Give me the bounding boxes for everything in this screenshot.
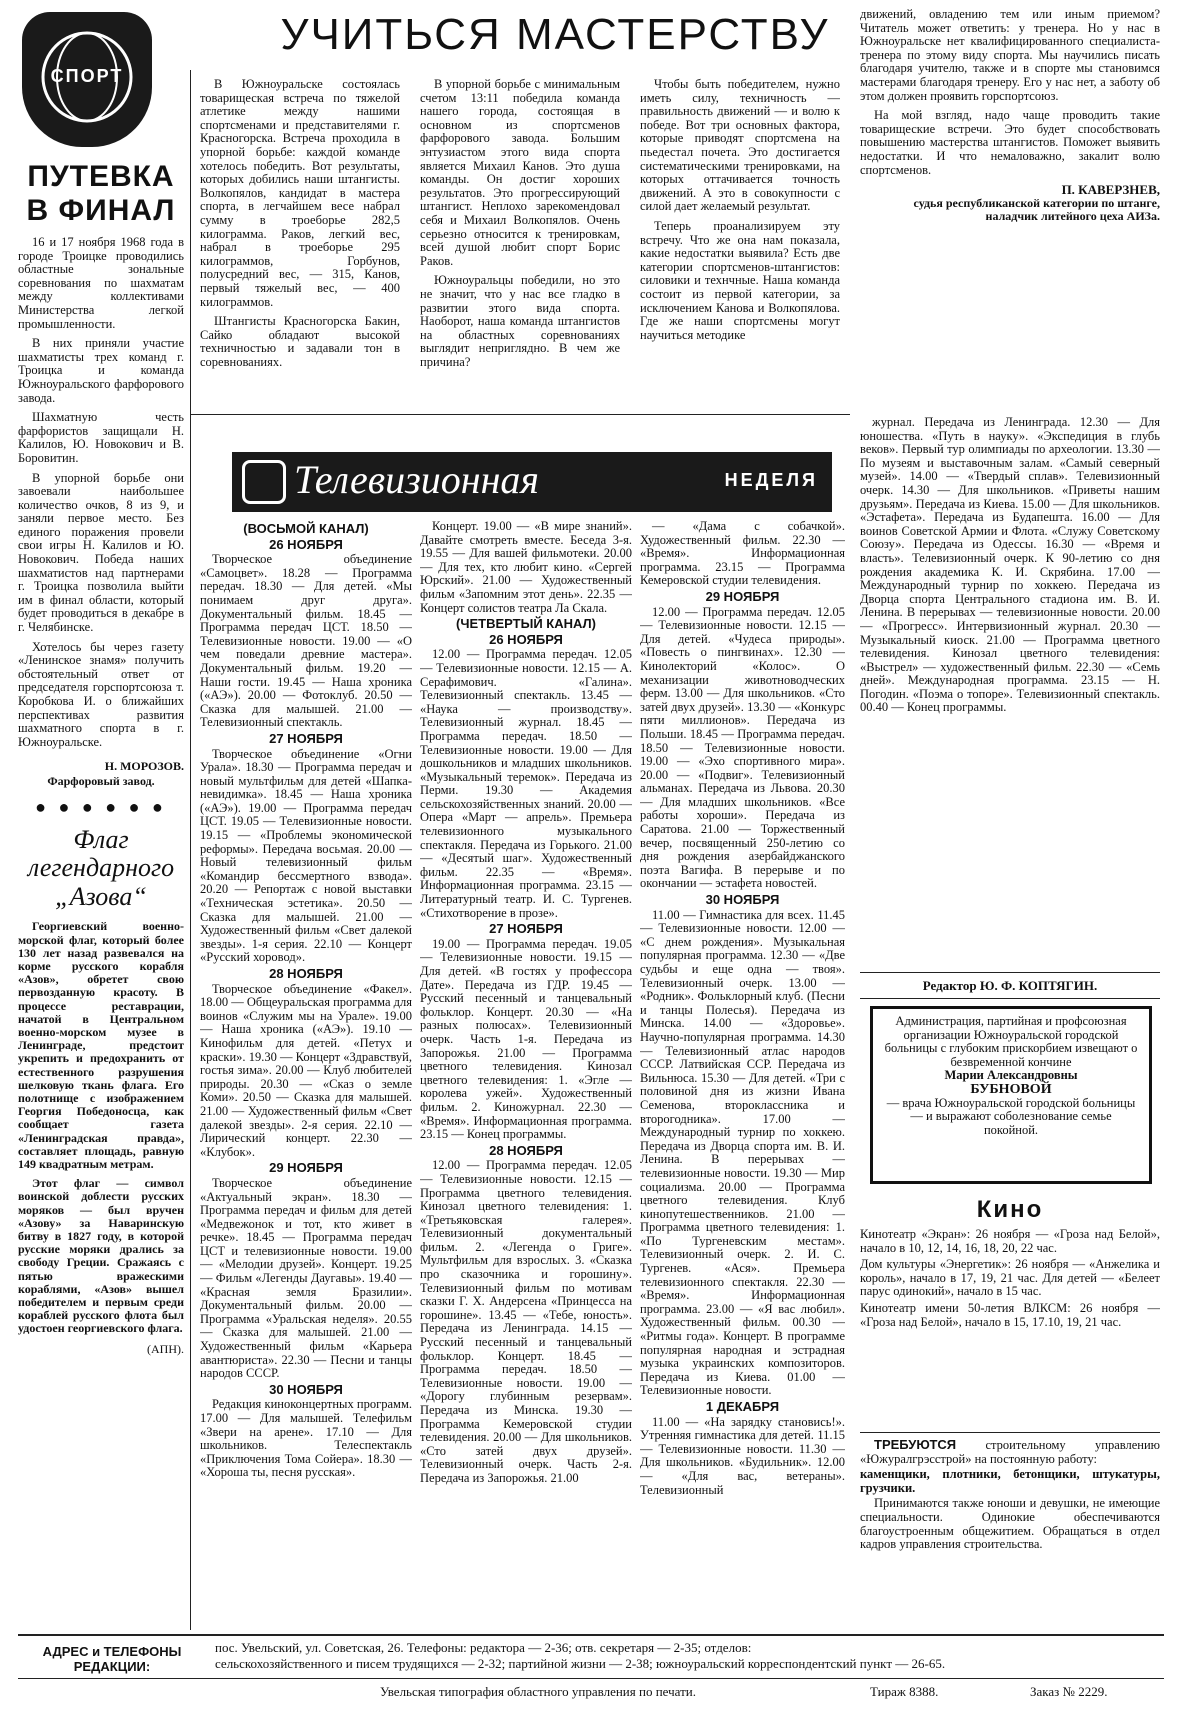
footer-line-2: сельскохозяйственного и писем трудящихся — 2-32; партийной жизни — 2-38; южноуральский корреспондентский пункт — 26-65. <box>215 1656 946 1671</box>
chess-para: В них приняли участие шахматисты трех команд г. Троицка и команда Южноуральского фарфорового завода. <box>18 336 184 405</box>
tv-day-heading: 30 НОЯБРЯ <box>269 1381 343 1397</box>
article-signature: П. КАВЕРЗНЕВ, <box>1061 182 1160 198</box>
tv-program-listing: Редакция киноконцертных программ. 17.00 — Для малышей. Телефильм «Звери на арене». 17.10 — Для школьников. Телеспектакль «Приключения Тома Сойера». 18.30 — «Хороша ты, песня русская». <box>200 1397 412 1480</box>
chess-para: В упорной борьбе они завоевали наибольшее количество очков, 8 из 9, и заняли первое место. Без единого поражения провели свои игры Н. Калилов и Ю. Новокович. Победа наших шахматистов над партнерами г. Троицка позволила выйти им в финал области, который будет проводиться в декабре в г. Челябинске. <box>18 470 184 635</box>
tv-banner-subtitle: НЕДЕЛЯ <box>724 470 818 490</box>
article-para: Штангисты Красногорска Бакин, Сайко обладают высокой техничностью и задавали тон в соревнованиях. <box>200 314 400 369</box>
tv-banner-title: Телевизионная <box>294 457 539 502</box>
flag-para: Георгиевский военно-морской флаг, который более 130 лет назад развевался на корме русского корабля «Азов», обретет свою первозданную красоту. В процессе реставрации, начатой в Центральном военно-морском музее в Ленинграде, предстоит укрепить и предохранить от естественного разрушения шелковую ткань флага. Его полотнище с изображением Георгия Победоносца, как сообщает газета «Ленинградская правда», составляет площадь, равную 149 квадратным метрам. <box>18 920 184 1172</box>
chess-signature: Н. МОРОЗОВ. <box>104 759 184 774</box>
article-para: Южноуральцы победили, но это не значит, что у нас все гладко в развитии этого вида спорта. Наоборот, наша команда штангистов на областных соревнованиях выглядит неприглядно. В чем же причина? <box>420 273 620 369</box>
tv-column-4 <box>860 416 1160 976</box>
kino-title: Кино <box>976 1196 1044 1223</box>
tv-program-listing: Творческое объединение «Огни Урала». 18.30 — Программа передач и новый мультфильм для детей «Шапка-невидимка». 18.45 — Наша хроника («АЭ»). 19.00 — Программа передач ЦСТ. 19.05 — Телевизионные новости. 19.15 — «Проблемы экономической реформы». Передача восьмая. 20.00 — Новый телевизионный фильм «Командир бессмертного взвода». 20.20 — Репортаж с новой выставки «Техническая эстетика». 20.50 — Сказка для малышей. 21.00 — Художественный фильм «Свет далекой звезды». 1-я серия. 22.10 — Концерт «Русский хоровод». <box>200 746 412 965</box>
obituary-name-2: БУБНОВОЙ <box>970 1081 1052 1097</box>
footer-rule <box>18 1678 1164 1679</box>
job-ad-jobs: каменщики, плотники, бетонщики, штукатуры, грузчики. <box>860 1467 1160 1495</box>
article-para: В Южноуральске состоялась товарищеская встреча по тяжелой атлетике между нашими спортсменами и представителями г. Красногорска. Встреча проходила в упорной борьбе: каждой команде хотелось победить. Вот результаты, которых добились наши штангисты. Волкопялов, кандидат в мастера спорта, в легчайшем весе набрал сумму в троеборье 282,5 килограмма. Раков, легкий вес, набрал в троеборье 295 килограммов, Горбунов, полусредний вес, — 315, Канов, первый тяжелый вес, — 400 килограммов. <box>200 78 400 309</box>
job-ad-text: строительному управлению «Южуралгрэсстрой» на постоянную работу: <box>860 1438 1160 1466</box>
tv-program-listing: Концерт. 19.00 — «В мире знаний». Давайте смотреть вместе. Беседа 3-я. 19.55 — Для вашей фильмотеки. 20.00 — Для тех, кто любит кино. «Сергей Юрский». 21.00 — Художественный фильм «Запомним этот день». 22.35 — Концерт солистов театра Ла Скала. <box>420 520 632 615</box>
tv-day-heading: 29 НОЯБРЯ <box>705 588 780 604</box>
chess-title-2: В ФИНАЛ <box>26 194 176 227</box>
section-rule <box>860 1432 1160 1433</box>
flag-title-3: „Азова“ <box>55 882 147 912</box>
tv-program-listing: — «Дама с собачкой». Художественный фильм. 22.30 — «Время». Информационная программа. 23.15 — Программа Кемеровской студии телевидения. <box>640 520 845 588</box>
article-headline: УЧИТЬСЯ МАСТЕРСТВУ <box>280 10 830 59</box>
tv-program-listing: журнал. Передача из Ленинграда. 12.30 — Для юношества. «Путь в науку». «Экспедиция в глубь веков». Первый тур олимпиады по археологии. 13.30 — По музеям и выставочным залам. «Самый северный музей». 14.00 — «Твердый сплав». Телевизионный очерк. 14.30 — Для школьников. «Приветы нашим друзьям». Передача из Киева. 15.00 — Для школьников. «Эстафета». Передача из Будапешта. 16.00 — Для воинов Советской Армии и Флота. «Служу Советскому Союзу». Передача из Одессы. 16.30 — «Время и власть». Телевизионный очерк. К 90-летию со дня рождения академика К. И. Скрябина. 17.00 — Международный турнир по хоккею. Передача из Дворца спорта Центрального стадиона им. В. И. Ленина. В перерывах — телевизионные новости. 20.00 — «Прогресс». Интервизионный журнал. 20.30 — Музыкальный киоск. 21.00 — Программа цветного телевидения. Кинозал цветного телевидения: «Выстрел» — художественный фильм. 22.30 — «Семь дней». Международная программа. 23.15 — Н. Погодин. «Поэма о топоре». Телевизионный спектакль. 00.40 — Конец программы. <box>860 416 1160 715</box>
tv-program-listing: 19.00 — Программа передач. 19.05 — Телевизионные новости. 19.15 — Для детей. «В гостях у профессора Дате». Передача из ГДР. 19.45 — Русский песенный и танцевальный фольклор. Концерт. 20.30 — «На разных полюсах». Телевизионный очерк. Часть 1-я. Передача из Запорожья. 21.00 — Программа цветного телевидения. Кинозал цветного телевидения: 1. «Эгле — королева ужей». Художественный фильм. 2. Киножурнал. 22.30 — «Время». Информационная программа. 23.15 — Конец программы. <box>420 936 632 1142</box>
flag-title-2: легендарного <box>27 853 175 883</box>
tv-day-heading: 29 НОЯБРЯ <box>269 1160 343 1176</box>
tv-day-heading: 28 НОЯБРЯ <box>269 966 343 981</box>
tv-day-heading: 26 НОЯБРЯ <box>269 536 343 552</box>
kino-item: Дом культуры «Энергетик»: 26 ноября — «Анжелика и король», начало в 17, 19, 21 час. Для детей — «Белеет парус одинокий», начало в 15 час. <box>860 1257 1160 1299</box>
footer-circulation: Тираж 8388. <box>870 1684 939 1699</box>
chess-para: Шахматную честь фарфористов защищали Н. Калилов, Ю. Новокович и В. Боровитин. <box>18 410 184 465</box>
footer-order: Заказ № 2229. <box>1030 1684 1108 1699</box>
kino-item: Кинотеатр «Экран»: 26 ноября — «Гроза над Белой», начало в 10, 12, 14, 16, 18, 20, 22 час. <box>860 1228 1160 1255</box>
footer-address <box>215 1640 1160 1672</box>
column-rule <box>190 70 191 1630</box>
tv-day-heading: 27 НОЯБРЯ <box>269 730 343 746</box>
tv-program-listing: 12.00 — Программа передач. 12.05 — Телевизионные новости. 12.15 — А. Серафимович. «Галина». Телевизионный спектакль. 13.45 — «Наука — производству». Телевизионный журнал. 18.45 — Программа передач. 18.50 — Телевизионные новости. 19.00 — Для дошкольников и младших школьников. «Музыкальный теремок». Передача из Перми. 19.30 — Академия сельскохозяйственных знаний. 20.00 — Опера «Март — апрель». Премьера телевизионного музыкального спектакля. Передача из Горького. 21.00 — «Десятый шаг». Художественный фильм. 22.35 — «Время». Информационная программа. 23.15 — Литературный театр. И. С. Тургенев. «Стихотворение в прозе». <box>420 647 632 920</box>
flag-article <box>18 920 184 1341</box>
tv-program-listing: Творческое объединение «Самоцвет». 18.28 — Программа передач. 18.30 — Для детей. «Мы понимаем друг друга». Документальный фильм. 18.45 — Программа передач ЦСТ. 18.50 — Телевизионные новости. 19.00 — «О чем поведали древние мастера». Документальный фильм. 19.20 — Наши гости. 19.45 — Наша хроника («АЭ»). 20.00 — Фотоклуб. 20.50 — Сказка для малышей. 21.00 — Телевизионный спектакль. <box>200 552 412 730</box>
article-signature-position: судья республиканской категории по штанге, наладчик литейного цеха АИЗа. <box>913 195 1160 223</box>
tv-program-listing: Творческое объединение «Факел». 18.00 — Общеуральская программа для воинов «Служим мы на Урале». 19.00 — Наша хроника («АЭ»). 19.10 — Кинофильм для детей. «Петух и краски». 19.30 — Концерт «Здравствуй, гостья зима». 20.00 — Клуб любителей природы. 20.30 — «Сказ о земле Коми». 20.50 — Сказка для малышей. 21.00 — Художественный фильм «Свет далекой звезды». 2-я серия. 22.10 — Лирический концерт. 22.30 — «Клубок». <box>200 981 412 1159</box>
tv-program-listing: 12.00 — Программа передач. 12.05 — Телевизионные новости. 12.15 — Для детей. «Чудеса природы». «Повесть о пингвинах». 12.30 — Кинолекторий «Колос». О механизации животноводческих ферм. 13.00 — Для школьников. «Сто затей двух друзей». 13.30 — «Конкурс пяти миллионов». Передача из Польши. 18.45 — Программа передач. 18.50 — Телевизионные новости. 19.00 — «Эхо спортивного мира». 20.00 — «Подвиг». Телевизионный альманах. Передача из Львова. 20.30 — Для младших школьников. «Все работы хороши». Передача из Саратова. 21.00 — Торжественный вечер, посвященный 250-летию со дня рождения азербайджанского поэта Вагифа. В перерыве и по окончании — эстафета новостей. <box>640 604 845 891</box>
footer-printer: Увельская типография областного управления по печати. <box>380 1684 696 1699</box>
article-col-4 <box>860 8 1160 408</box>
tv-program-listing: 12.00 — Программа передач. 12.05 — Телевизионные новости. 12.15 — Программа цветного телевидения. Кинозал цветного телевидения: 1. «Третьяковская галерея». Телевизионный документальный фильм. 2. «Легенда о Григе». Мультфильм для взрослых. 3. «Сказка про сказочника и горошину». Телевизионный фильм по мотивам сказки Г. Х. Андерсена «Принцесса на горошине». 13.45 — «Тебе, юность». Передача из Ленинграда. 14.15 — Русский песенный и танцевальный фольклор. Концерт. 18.45 — Программа передач. 18.50 — Телевизионные новости. 19.00 — «Дорогу глубинным резервам». Передача из Минска. 19.30 — Программа Кемеровской студии телевидения. 20.00 — Для школьников. «Сто затей двух друзей». Телевизионный очерк. Часть 2-я. Передача из Запорожья. 21.00 <box>420 1158 632 1485</box>
obituary-text-2: — врача Южноуральской городской больницы — и выражают соболезнование семье покойной. <box>886 1095 1136 1137</box>
divider-dots: ● ● ● ● ● ● <box>35 797 167 818</box>
obituary-text: Администрация, партийная и профсоюзная организации Южноуральской городской больницы с глубоким прискорбием извещают о безвременной кончине <box>884 1014 1138 1069</box>
flag-para: Этот флаг — символ воинской доблести русских моряков — был вручен «Азову» за Наваринскую битву в 1827 году, в которой русские моряки дрались за свободу Греции. Сражаясь с пятью вражескими кораблями, «Азов» вышел победителем и первым среди кораблей русского флота был удостоен георгиевского флага. <box>18 1176 184 1336</box>
article-para: Теперь проанализируем эту встречу. Что же она нам показала, какие недостатки выявила? Есть две категории спортсменов-штангистов: силовики и технчные. Наша команда состоит из первой категории, за исключением Канова и Волкопялова. Где же наши спортсмены могут научиться методике <box>640 218 840 342</box>
tv-column-1 <box>200 520 412 1620</box>
tv-day-heading: 27 НОЯБРЯ <box>489 921 563 937</box>
article-para: Чтобы быть победителем, нужно иметь силу, техничность — правильность движений — и волю к победе. Вот три основных фактора, которые приводят спортсмена на пьедестал почета. Это достигается систематическими тренировками, на которых оттачивается точность движений. А это в совокупности с силой дает желаемый результат. <box>640 78 840 214</box>
chess-para: Хотелось бы через газету «Ленинское знамя» получить обстоятельный ответ от председателя горспортсоюза т. Коробкова И. о ближайших перспективах развития шахматного спорта в г. Южноуральске. <box>18 639 184 749</box>
tv-column-3 <box>640 520 845 1620</box>
job-ad-lead: ТРЕБУЮТСЯ <box>874 1438 957 1452</box>
section-rule <box>860 998 1160 999</box>
article-para: На мой взгляд, надо чаще проводить такие товарищеские встречи. Это будет способствовать повышению мастерства штангистов. Поможет выявить недостатки. И что немаловажно, закалит волю спортсменов. <box>860 108 1160 177</box>
flag-source: (АПН). <box>147 1341 184 1356</box>
article-col-1 <box>200 78 400 408</box>
chess-signature-org: Фарфоровый завод. <box>47 774 155 789</box>
tv-icon <box>242 460 286 504</box>
article-para: движений, овладению тем или иным приемом? Читатель может ответить: у тренера. Но у нас в Южноуральске нет квалифицированного специалиста-тренера по этому виду спорта. Мы научились писать благодаря учителю, также и в спорте мы становимся мастерами благодаря тренеру. Его у нас нет, а заботу об этом должен проявить горспортсоюз. <box>860 8 1160 103</box>
tv-day-heading: 26 НОЯБРЯ <box>489 631 563 647</box>
kino-section <box>860 1196 1160 1332</box>
tv-day-heading: (ЧЕТВЕРТЫЙ КАНАЛ) <box>456 616 596 632</box>
tv-banner <box>232 452 832 512</box>
footer-rule <box>18 1634 1164 1636</box>
tv-program-listing: 11.00 — «На зарядку становись!». Утренняя гимнастика для детей. 11.15 — Телевизионные новости. 11.30 — Для школьников. «Будильник». 12.00 — «Для вас, ветераны». Телевизионный <box>640 1414 845 1497</box>
job-ad-text-2: Принимаются также юноши и девушки, не имеющие специальности. Одинокие обеспечиваются благоустроенным общежитием. Обращаться в отдел кадров управления строительства. <box>860 1496 1160 1552</box>
tv-column-2 <box>420 520 632 1620</box>
article-col-2 <box>420 78 620 408</box>
editor-line: Редактор Ю. Ф. КОПТЯГИН. <box>922 978 1098 993</box>
chess-title-1: ПУТЕВКА <box>27 160 175 193</box>
article-para: В упорной борьбе с минимальным счетом 13:11 победила команда нашего города, состоящая в основном из спортсменов фарфорового завода. Большим энтузиастом этого вида спорта является Михаил Канов. Это душа команды. Он достиг хороших результатов. Это прогрессирующий штангист. Неплохо зарекомендовал себя и Михаил Волкопялов. Очень серьезно относится к тренировкам, всей душой любит спорт Борис Раков. <box>420 78 620 268</box>
article-col-3 <box>640 78 840 408</box>
left-column <box>18 160 184 1630</box>
tv-program-listing: 11.00 — Гимнастика для всех. 11.45 — Телевизионные новости. 12.00 — «С днем рождения». Музыкальная популярная программа. 12.30 — «Две судьбы и еще одна — твоя». Телевизионный очерк. 13.00 — «Родник». Фольклорный клуб. (Песни и танцы Полесья). Передача из Минска. 14.00 — «Здоровье». Научно-популярная программа. 14.30 — Телевизионный атлас народов СССР. Латвийская ССР. Передача из Вильнюса. 15.30 — Для детей. «Три с половиной дня из жизни Ивана Семенова, второклассника и второгодника». 17.00 — Международный турнир по хоккею. Передача из Дворца спорта им. В. И. Ленина. В перерывах — телевизионные новости. 19.30 — Мир социализма. 20.00 — Программа цветного телевидения. Клуб кинопутешественников. 21.00 — Программа цветного телевидения: 1. «По Тургеневским местам». Телевизионный очерк. 2. И. С. Тургенев. «Ася». Премьера телевизионного спектакля. 22.30 — «Время». Информационная программа. 23.00 — «Я вас любил». Художественный фильм. 00.30 — «Ритмы года». Концерт. В программе популярная народная и эстрадная музыка украинских композиторов. Передача из Киева. 01.00 — Телевизионные новости. <box>640 907 845 1398</box>
job-ad <box>860 1438 1160 1623</box>
chess-para: 16 и 17 ноября 1968 года в городе Троицке проводились областные зональные соревнования по шахматам между коллективами Министерства легкой промышленности. <box>18 236 184 331</box>
tv-day-heading: 30 НОЯБРЯ <box>705 892 780 908</box>
footer-label: АДРЕС и ТЕЛЕФОНЫ РЕДАКЦИИ: <box>42 1644 182 1674</box>
footer-line-1: пос. Увельский, ул. Советская, 26. Телефоны: редактора — 2-36; отв. секретаря — 2-35; отделов: <box>215 1640 752 1655</box>
obituary-box <box>870 1006 1152 1184</box>
section-rule <box>860 972 1160 973</box>
tv-day-heading: 1 ДЕКАБРЯ <box>705 1399 780 1414</box>
obituary-name-1: Марии Александровны <box>944 1068 1078 1083</box>
kino-list <box>860 1228 1160 1332</box>
tv-day-heading: (ВОСЬМОЙ КАНАЛ) <box>243 521 369 536</box>
emblem-label: СПОРТ <box>50 66 124 86</box>
tv-program-listing: Творческое объединение «Актуальный экран». 18.30 — Программа передач и фильм для детей «Медвежонок и тот, кто живет в речке». 18.45 — Программа передач ЦСТ и телевизионные новости. 19.00 — «Мелодии друзей». Концерт. 19.25 — Фильм «Легенды Даугавы». 19.40 — «Красная земля Бразилии». Документальный фильм. 20.00 — Программа «Уральская неделя». 20.55 — Сказка для малышей. 21.00 — Художественный фильм «Карьера авантюриста». 22.30 — Песни и танцы народов СССР. <box>200 1175 412 1381</box>
sport-emblem <box>22 12 152 147</box>
tv-day-heading: 28 НОЯБРЯ <box>489 1142 563 1158</box>
kino-item: Кинотеатр имени 50-летия ВЛКСМ: 26 ноября — «Гроза над Белой», начало в 15, 17.10, 19, 21 час. <box>860 1300 1160 1329</box>
chess-article <box>18 236 184 755</box>
section-rule <box>190 414 850 415</box>
flag-title-1: Флаг <box>73 825 129 855</box>
